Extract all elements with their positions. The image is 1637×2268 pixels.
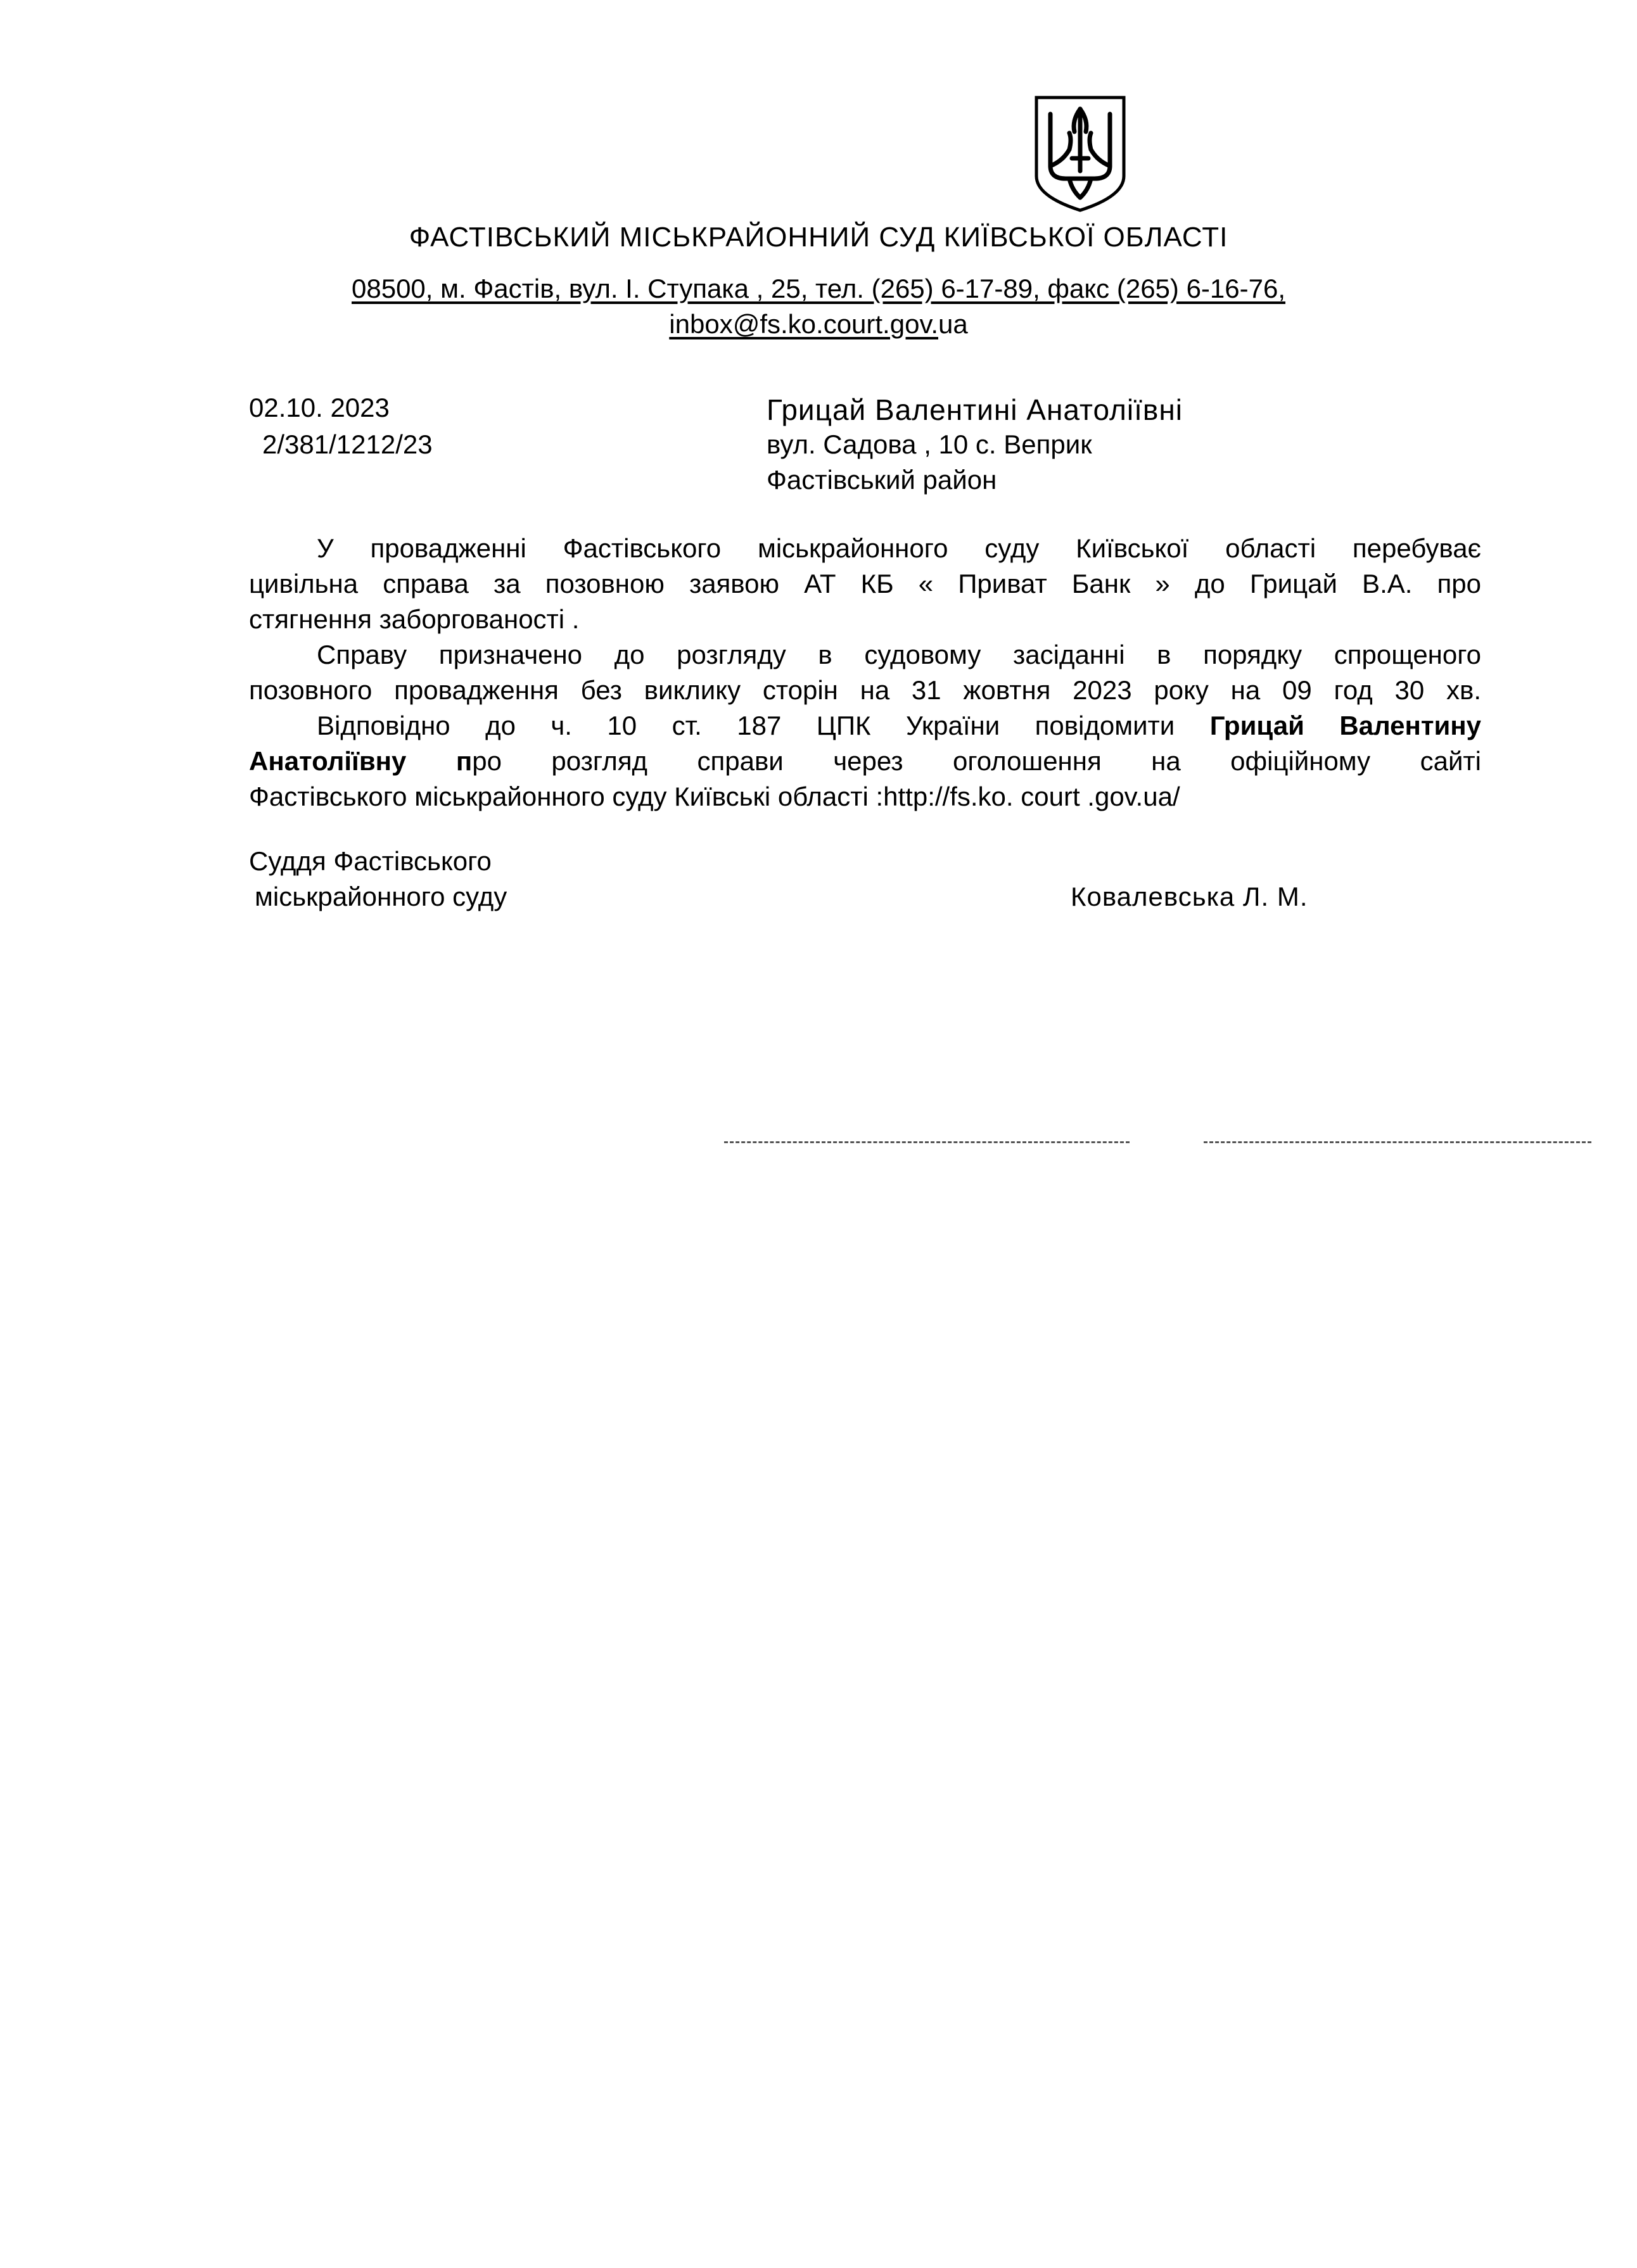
court-address [0,274,1637,304]
defendant-name-bold-1: Грицай Валентину [1209,711,1481,740]
document-date: 02.10. 2023 [249,393,390,422]
judge-title-line-1: Суддя Фастівського [249,846,492,876]
paragraph-1-line-1: У провадженні Фастівського міськрайонного суду Київської області перебуває [317,533,1481,563]
recipient-street: вул. Садова , 10 с. Веприк [767,429,1092,459]
paragraph-3-line-1-text: Відповідно до ч. 10 ст. 187 ЦПК України повідомити [317,711,1175,740]
judge-title-line-2: міськрайонного суду [255,882,507,911]
court-address-text: 08500, м. Фастів, вул. І. Ступака , 25, тел. (265) 6-17-89, факс (265) 6-16-76, [352,274,1285,303]
recipient-district: Фастівський район [767,465,997,495]
dashed-divider-left [724,1141,1130,1143]
paragraph-3-line-1 [249,711,1481,741]
dashed-divider-right [1204,1141,1591,1143]
paragraph-3-line-3: Фастівського міськрайонного суду Київські області :http://fs.ko. court .gov.ua/ [249,782,1180,811]
court-email-suffix: ua [938,309,968,339]
paragraph-1-line-2: цивільна справа за позовною заявою АТ КБ « Приват Банк » до Грицай В.А. про [249,569,1481,599]
bold-letter-p: п [455,746,473,776]
court-email-underlined: inbox@fs.ko.court.gov. [669,309,938,339]
court-name: ФАСТІВСЬКИЙ МІСЬКРАЙОННИЙ СУД КИЇВСЬКОЇ ОБЛАСТІ [409,222,1228,253]
paragraph-3-line-2-text: ро розгляд справи через оголошення на офіційному сайті [472,746,1481,776]
paragraph-2-line-2: позовного провадження без виклику сторін на 31 жовтня 2023 року на 09 год 30 хв. [249,675,1481,705]
judge-name: Ковалевська Л. М. [1071,882,1308,911]
coat-of-arms-icon [1033,95,1128,213]
paragraph-3-line-2 [249,746,1481,776]
court-email [0,309,1637,339]
document-number: 2/381/1212/23 [262,429,433,459]
recipient-name: Грицай Валентині Анатоліївні [767,393,1183,426]
defendant-name-bold-2: Анатоліївну [249,746,407,776]
paragraph-2-line-1: Справу призначено до розгляду в судовому засіданні в порядку спрощеного [317,640,1481,669]
paragraph-1-line-3: стягнення заборгованості . [249,604,580,634]
